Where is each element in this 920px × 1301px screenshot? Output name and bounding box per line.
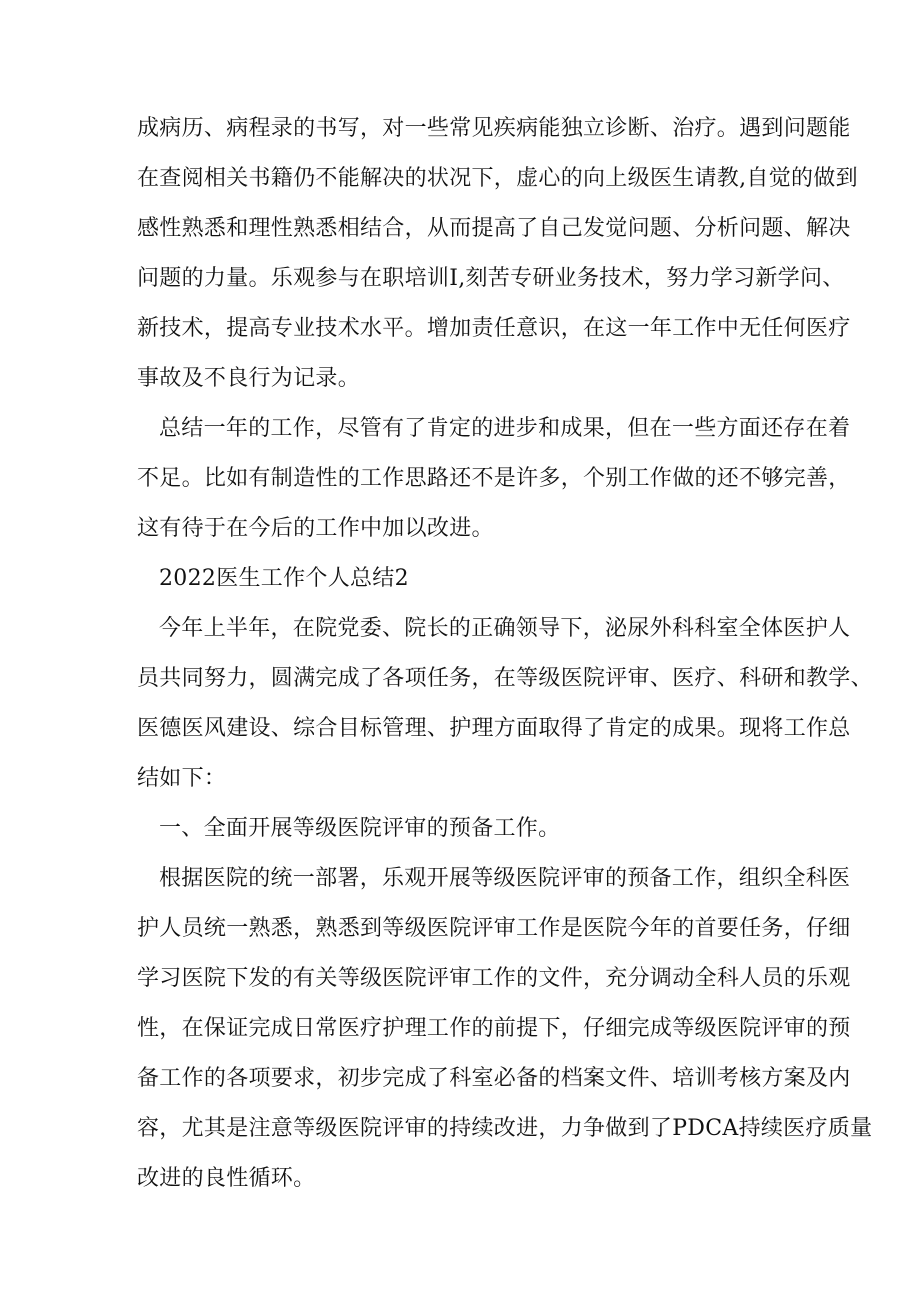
text-line: 成病历、病程录的书写，对一些常见疾病能独立诊断、治疗。遇到问题能 [137,116,851,141]
text-line: 在查阅相关书籍仍不能解决的状况下，虚心的向上级医生请教,自觉的做到 [137,166,858,191]
text-line: 医德医风建设、综合目标管理、护理方面取得了肯定的成果。现将工作总 [137,716,851,741]
text-line: 护人员统一熟悉，熟悉到等级医院评审工作是医院今年的首要任务，仔细 [137,916,851,941]
text-line: 性，在保证完成日常医疗护理工作的前提下，仔细完成等级医院评审的预 [137,1016,851,1041]
text-line: 员共同努力，圆满完成了各项任务，在等级医院评审、医疗、科研和教学、 [137,666,873,691]
text-line: 感性熟悉和理性熟悉相结合，从而提高了自己发觉问题、分析问题、解决 [137,216,851,241]
subsection-heading: 一、全面开展等级医院评审的预备工作。 [159,816,561,841]
text-line: 事故及不良行为记录。 [137,366,361,391]
text-line: 备工作的各项要求，初步完成了科室必备的档案文件、培训考核方案及内 [137,1066,851,1091]
text-line: 改进的良性循环。 [137,1166,316,1191]
section-heading: 2022医生工作个人总结2 [159,566,409,591]
text-line: 总结一年的工作，尽管有了肯定的进步和成果，但在一些方面还存在着 [159,416,851,441]
text-line: 今年上半年，在院党委、院长的正确领导下，泌尿外科科室全体医护人 [159,616,851,641]
text-line: 这有待于在今后的工作中加以改进。 [137,516,494,541]
text-line: 学习医院下发的有关等级医院评审工作的文件，充分调动全科人员的乐观 [137,966,851,991]
text-line: 根据医院的统一部署，乐观开展等级医院评审的预备工作，组织全科医 [159,866,851,891]
text-line: 新技术，提高专业技术水平。增加责任意识，在这一年工作中无任何医疗 [137,316,851,341]
text-line: 问题的力量。乐观参与在职培训I,刻苦专研业务技术，努力学习新学问、 [137,266,845,291]
text-line: 不足。比如有制造性的工作思路还不是许多，个别工作做的还不够完善， [137,466,851,491]
text-line: 结如下： [137,766,227,791]
text-line: 容，尤其是注意等级医院评审的持续改进，力争做到了PDCA持续医疗质量 [137,1116,873,1141]
